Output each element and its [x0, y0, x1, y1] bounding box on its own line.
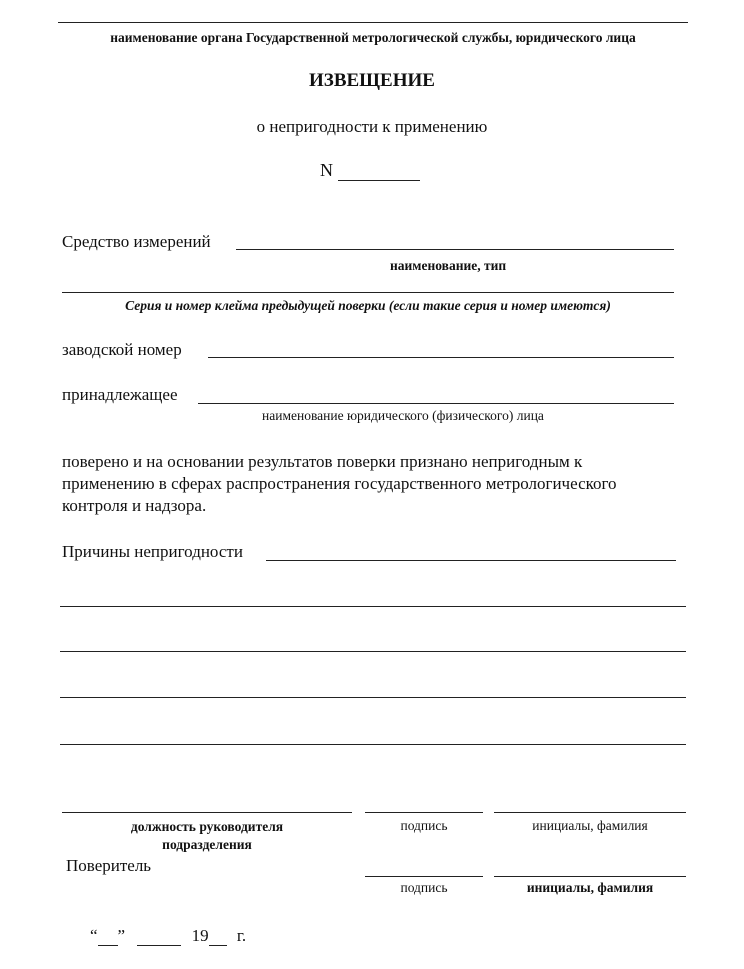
date-line [90, 926, 246, 946]
verifier-label: Поверитель [66, 856, 152, 875]
owner-label: принадлежащее [62, 385, 178, 404]
date-month-blank [137, 930, 181, 946]
instrument-caption: наименование, тип [390, 258, 507, 273]
reasons-field-line [266, 560, 676, 561]
head-initials-line [494, 812, 686, 813]
reasons-extra-line-2 [60, 651, 686, 652]
head-initials-caption: инициалы, фамилия [532, 818, 648, 833]
reasons-label: Причины непригодности [62, 542, 243, 561]
number-field-line [338, 162, 420, 181]
reasons-extra-line-4 [60, 744, 686, 745]
head-position-caption [62, 818, 352, 854]
serial-label: заводской номер [62, 340, 182, 359]
head-signature-line [365, 812, 483, 813]
verifier-signature-caption: подпись [400, 880, 448, 895]
instrument-label: Средство измерений [62, 232, 211, 251]
owner-caption: наименование юридического (физического) лица [262, 408, 544, 423]
head-position-line [62, 812, 352, 813]
head-position-caption-line-1: должность руководителя [130, 819, 284, 834]
number-label: N [320, 160, 333, 180]
date-year-blank [209, 930, 227, 946]
body-line-3: контроля и надзора. [62, 496, 207, 515]
verifier-signature-line [365, 876, 483, 877]
reasons-extra-line-3 [60, 697, 686, 698]
series-caption: Серия и номер клейма предыдущей поверки (если такие серия и номер имеются) [125, 298, 611, 313]
instrument-field-line [236, 249, 674, 250]
series-field-line [62, 292, 674, 293]
date-open-quote: “ [90, 926, 98, 945]
date-year-suffix: г. [236, 926, 247, 945]
document-number [320, 160, 420, 181]
org-name-line [58, 22, 688, 23]
date-day-blank [98, 930, 118, 946]
body-line-2: применению в сферах распространения государственного метрологического [62, 474, 617, 493]
date-close-quote: ” [117, 926, 126, 945]
head-position-caption-line-2: подразделения [162, 837, 252, 852]
reasons-extra-line-1 [60, 606, 686, 607]
serial-field-line [208, 357, 674, 358]
head-signature-caption: подпись [400, 818, 448, 833]
org-name-caption: наименование органа Государственной метрологической службы, юридического лица [110, 30, 636, 45]
verifier-initials-line [494, 876, 686, 877]
owner-field-line [198, 403, 674, 404]
verifier-initials-caption: инициалы, фамилия [526, 880, 654, 895]
date-year-prefix: 19 [191, 926, 209, 945]
document-title: ИЗВЕЩЕНИЕ [309, 70, 435, 91]
body-paragraph [62, 451, 682, 517]
body-line-1: поверено и на основании результатов поверки признано непригодным к [62, 452, 583, 471]
document-subtitle: о непригодности к применению [256, 117, 488, 136]
